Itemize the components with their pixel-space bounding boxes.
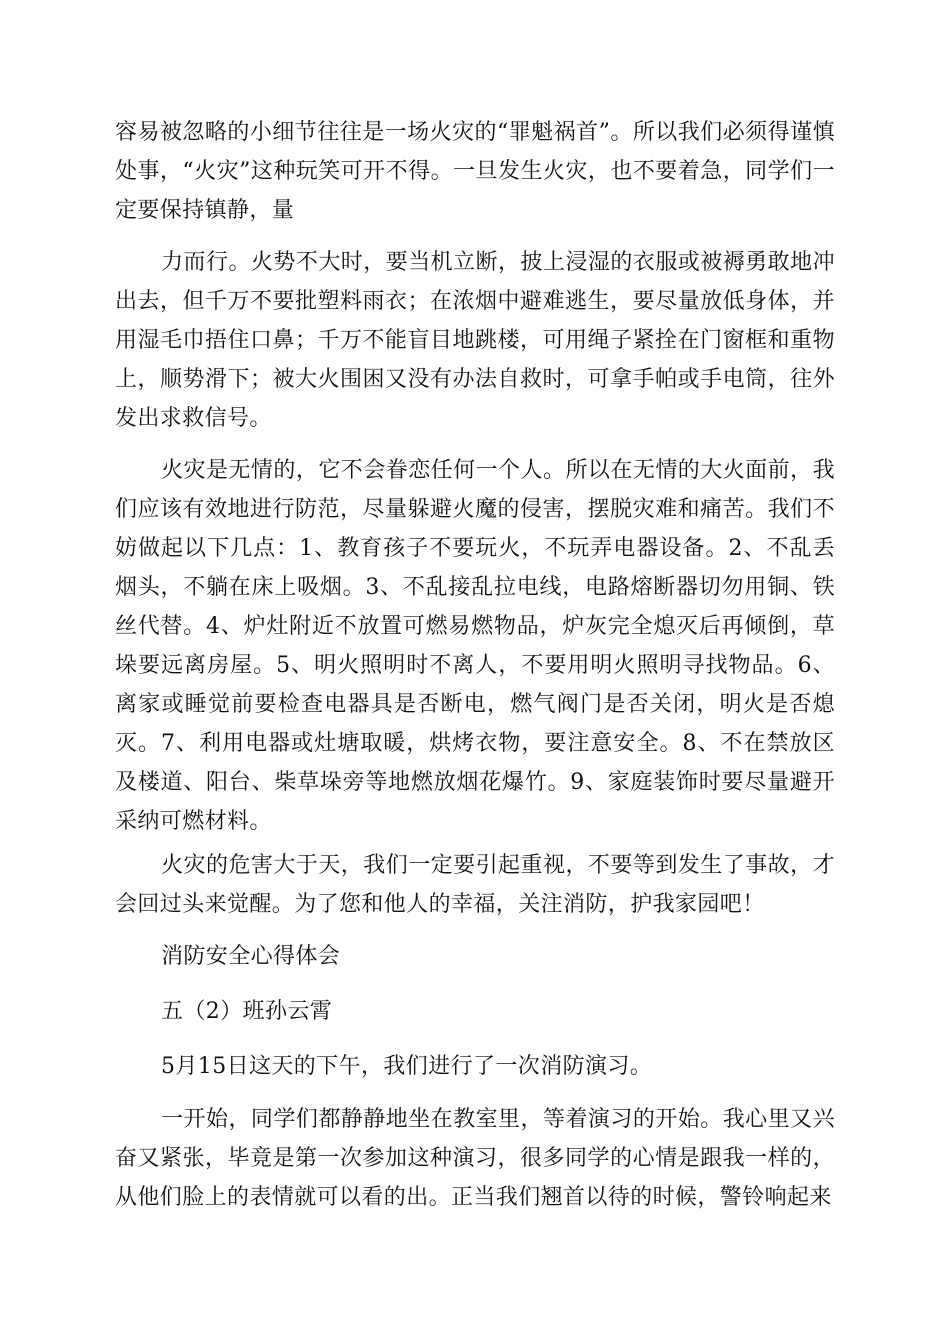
paragraph-text: 5月15日这天的下午，我们进行了一次消防演习。 <box>161 1054 653 1079</box>
section-title <box>115 937 835 976</box>
paragraph-text: 火灾的危害大于天，我们一定要引起重视，不要等到发生了事故，才会回过头来觉醒。为了您和他人的幸福，关注消防，护我家园吧！ <box>115 853 835 917</box>
author-line <box>115 992 835 1031</box>
paragraph-continued <box>115 113 835 230</box>
paragraph-drill-start <box>115 1100 835 1217</box>
paragraph-text: 火灾是无情的，它不会眷恋任何一个人。所以在无情的大火面前，我们应该有效地进行防范，尽量躲避火魔的侵害，摆脱灾难和痛苦。我们不妨做起以下几点：1、教育孩子不要玩火，不玩弄电器设备。2、不乱丢烟头，不躺在床上吸烟。3、不乱接乱拉电线，电路熔断器切勿用铜、铁丝代替。4、炉灶附近不放置可燃易燃物品，炉灰完全熄灭后再倾倒，草垛要远离房屋。5、明火照明时不离人，不要用明火照明寻找物品。6、离家或睡觉前要检查电器具是否断电，燃气阀门是否关闭，明火是否熄灭。7、利用电器或灶塘取暖，烘烤衣物，要注意安全。8、不在禁放区及楼道、阳台、柴草垛旁等地燃放烟花爆竹。9、家庭装饰时要尽量避开采纳可燃材料。 <box>115 458 835 834</box>
paragraph-text: 容易被忽略的小细节往往是一场火灾的“罪魁祸首”。所以我们必须得谨慎处事，“火灾”这种玩笑可开不得。一旦发生火灾，也不要着急，同学们一定要保持镇静，量 <box>115 120 835 223</box>
paragraph-drill-intro <box>115 1047 835 1086</box>
title-text: 消防安全心得体会 <box>161 944 341 969</box>
author-text: 五（2）班孙云霄 <box>161 999 333 1024</box>
paragraph-text: 力而行。火势不大时，要当机立断，披上浸湿的衣服或被褥勇敢地冲出去，但千万不要批塑料雨衣；在浓烟中避难逃生，要尽量放低身体，并用湿毛巾捂住口鼻；千万不能盲目地跳楼，可用绳子紧拴在门窗框和重物上，顺势滑下；被大火围困又没有办法自救时，可拿手帕或手电筒，往外发出求救信号。 <box>115 250 835 431</box>
paragraph-escape-tips <box>115 243 835 438</box>
paragraph-prevention-list <box>115 451 835 841</box>
paragraph-text: 一开始，同学们都静静地坐在教室里，等着演习的开始。我心里又兴奋又紧张，毕竟是第一次参加这种演习，很多同学的心情是跟我一样的，从他们脸上的表情就可以看的出。正当我们翘首以待的时候，警铃响起来 <box>115 1107 835 1210</box>
paragraph-conclusion <box>115 846 835 924</box>
